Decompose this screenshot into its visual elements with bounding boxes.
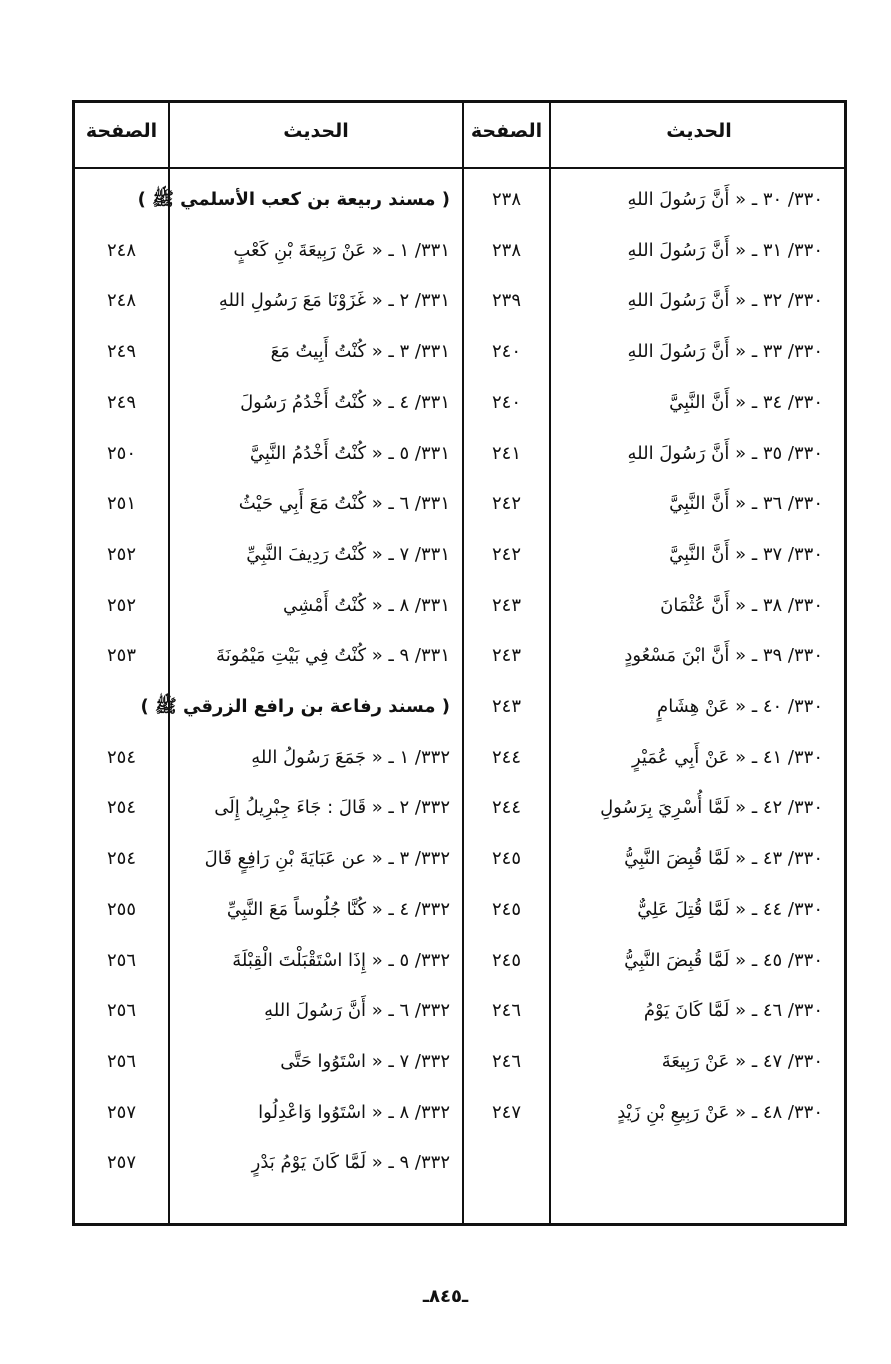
page-ref: ٢٥٢	[106, 543, 136, 565]
hadith-entry: ٣٣٠/ ٤٤ ـ « لَمَّا قُتِلَ عَلِيٌّ	[637, 898, 823, 920]
hadith-entry: ٣٣١/ ٩ ـ « كُنْتُ فِي بَيْتِ مَيْمُونَةَ	[216, 645, 450, 667]
header-divider	[75, 167, 844, 169]
hadith-entry: ٣٣٠/ ٣١ ـ « أَنَّ رَسُولَ اللهِ	[627, 239, 823, 261]
page-ref: ٢٤٣	[491, 645, 521, 667]
page-ref: ٢٥٤	[106, 848, 136, 870]
header-hadith-right: الحديث	[666, 120, 732, 142]
page-ref: ٢٣٩	[491, 290, 521, 312]
index-table	[72, 100, 847, 1226]
hadith-entry: ٣٣٠/ ٣٩ ـ « أَنَّ ابْنَ مَسْعُودٍ	[624, 645, 823, 667]
page-ref: ٢٥٥	[106, 898, 136, 920]
page-ref: ٢٥٤	[106, 797, 136, 819]
hadith-entry: ٣٣٠/ ٤٥ ـ « لَمَّا قُبِضَ النَّبِيُّ	[624, 949, 823, 971]
header-page-left: الصفحة	[85, 120, 158, 142]
hadith-entry: ٣٣٠/ ٤٦ ـ « لَمَّا كَانَ يَوْمُ	[643, 1000, 823, 1022]
page-ref: ٢٤٠	[491, 341, 521, 363]
page-ref: ٢٥٠	[106, 442, 136, 464]
page-ref	[75, 175, 168, 225]
page-ref: ٢٤٠	[491, 391, 521, 413]
hadith-entry: ٣٣١/ ٨ ـ « كُنْتُ أَمْشِي	[282, 594, 450, 616]
page-ref: ٢٤٢	[491, 543, 521, 565]
hadith-entry: ٣٣٠/ ٣٣ ـ « أَنَّ رَسُولَ اللهِ	[627, 341, 823, 363]
hadith-entry: ٣٣١/ ٥ ـ « كُنْتُ أَخْدُمُ النَّبِيَّ	[249, 442, 450, 464]
page-ref: ٢٤٦	[491, 1050, 521, 1072]
header-hadith-left: الحديث	[283, 120, 349, 142]
hadith-entry: ٣٣٢/ ٦ ـ « أَنَّ رَسُولَ اللهِ	[264, 1000, 450, 1022]
hadith-entry: ٣٣٢/ ٢ ـ « قَالَ : جَاءَ جِبْرِيلُ إِلَى	[214, 797, 450, 819]
hadith-entry: ٣٣٢/ ٩ ـ « لَمَّا كَانَ يَوْمُ بَدْرٍ	[251, 1152, 450, 1174]
page-ref: ٢٤٦	[491, 1000, 521, 1022]
header-page-right: الصفحة	[470, 120, 543, 142]
page-number: ـ٨٤٥ـ	[422, 1286, 469, 1307]
hadith-entry: ٣٣٠/ ٣٧ ـ « أَنَّ النَّبِيَّ	[669, 543, 823, 565]
hadith-entry: ٣٣٠/ ٤٧ ـ « عَنْ رَبِيعَةَ	[661, 1050, 823, 1072]
hadith-entry: ٣٣١/ ٦ ـ « كُنْتُ مَعَ أَبِي حَيْثُ	[238, 493, 450, 515]
page-ref: ٢٤٢	[491, 493, 521, 515]
page-ref: ٢٤٥	[491, 949, 521, 971]
page-ref: ٢٣٨	[491, 189, 521, 210]
hadith-entry: ٣٣٠/ ٤٣ ـ « لَمَّا قُبِضَ النَّبِيُّ	[624, 848, 823, 870]
page-ref: ٢٤٥	[491, 898, 521, 920]
hadith-entry: ٣٣١/ ٣ ـ « كُنْتُ أَبِيتُ مَعَ	[270, 341, 450, 363]
hadith-entry: ٣٣٠/ ٣٠ ـ « أَنَّ رَسُولَ اللهِ	[627, 189, 823, 210]
page-ref: ٢٥٣	[106, 645, 136, 667]
page-ref: ٢٤٨	[106, 290, 136, 312]
page-ref: ٢٥٦	[106, 949, 136, 971]
hadith-entry: ٣٣١/ ٢ ـ « غَزَوْنَا مَعَ رَسُولِ اللهِ	[218, 290, 450, 312]
page-ref: ٢٥٤	[106, 746, 136, 768]
page-ref: ٢٥٧	[106, 1152, 136, 1174]
section-heading: ( مسند رفاعة بن رافع الزرقي ﷺ )	[140, 696, 450, 717]
hadith-entry: ٣٣٠/ ٣٦ ـ « أَنَّ النَّبِيَّ	[669, 493, 823, 515]
page-ref: ٢٤٤	[491, 746, 521, 768]
page-ref: ٢٤٣	[491, 594, 521, 616]
hadith-entry: ٣٣٢/ ٥ ـ « إِذَا اسْتَقْبَلْتَ الْقِبْلَةَ	[232, 949, 450, 971]
hadith-entry: ٣٣١/ ١ ـ « عَنْ رَبِيعَةَ بْنِ كَعْبٍ	[233, 239, 450, 261]
hadith-entry: ٣٣١/ ٧ ـ « كُنْتُ رَدِيفَ النَّبِيِّ	[246, 543, 450, 565]
hadith-entry: ٣٣٠/ ٣٤ ـ « أَنَّ النَّبِيَّ	[669, 391, 823, 413]
hadith-entry: ٣٣٠/ ٤٢ ـ « لَمَّا أُسْرِيَ بِرَسُولِ	[600, 797, 823, 819]
page-ref: ٢٣٨	[491, 239, 521, 261]
page-ref: ٢٥٧	[106, 1101, 136, 1123]
hadith-entry: ٣٣٢/ ٧ ـ « اسْتَوُوا حَتَّى	[280, 1050, 450, 1072]
page-ref: ٢٤٩	[106, 391, 136, 413]
page-ref: ٢٥٦	[106, 1050, 136, 1072]
hadith-entry: ٣٣١/ ٤ ـ « كُنْتُ أَخْدُمُ رَسُولَ	[240, 391, 450, 413]
hadith-entry: ٣٣٠/ ٤٠ ـ « عَنْ هِشَامٍ	[657, 696, 823, 717]
hadith-entry: ٣٣٠/ ٣٢ ـ « أَنَّ رَسُولَ اللهِ	[627, 290, 823, 312]
page-ref: ٢٤٥	[491, 848, 521, 870]
page-ref: ٢٤٨	[106, 239, 136, 261]
hadith-entry: ٣٣٠/ ٣٥ ـ « أَنَّ رَسُولَ اللهِ	[627, 442, 823, 464]
section-heading: ( مسند ربيعة بن كعب الأسلمي ﷺ )	[137, 189, 450, 210]
page-ref: ٢٥١	[106, 493, 136, 515]
hadith-entry: ٣٣٠/ ٣٨ ـ « أَنَّ عُثْمَانَ	[660, 594, 823, 616]
hadith-entry: ٣٣٢/ ٤ ـ « كُنَّا جُلُوساً مَعَ النَّبِيِّ	[226, 898, 450, 920]
hadith-entry: ٣٣٢/ ٣ ـ « عن عَبَايَةَ بْنِ رَافِعٍ قَالَ	[204, 848, 450, 870]
page-ref: ٢٤٩	[106, 341, 136, 363]
hadith-entry: ٣٣٠/ ٤٨ ـ « عَنْ رَبِيعِ بْنِ زَيْدٍ	[617, 1101, 823, 1123]
page-ref: ٢٥٢	[106, 594, 136, 616]
page-ref: ٢٤٣	[491, 696, 521, 717]
hadith-entry: ٣٣٢/ ٨ ـ « اسْتَوُوا وَاعْدِلُوا	[258, 1101, 450, 1123]
page-ref: ٢٤٧	[491, 1101, 521, 1123]
page-ref	[75, 682, 168, 732]
hadith-entry: ٣٣٢/ ١ ـ « جَمَعَ رَسُولُ اللهِ	[251, 746, 450, 768]
page-ref: ٢٤١	[491, 442, 521, 464]
hadith-entry: ٣٣٠/ ٤١ ـ « عَنْ أَبِي عُمَيْرٍ	[631, 746, 823, 768]
page-ref: ٢٥٦	[106, 1000, 136, 1022]
page-ref: ٢٤٤	[491, 797, 521, 819]
